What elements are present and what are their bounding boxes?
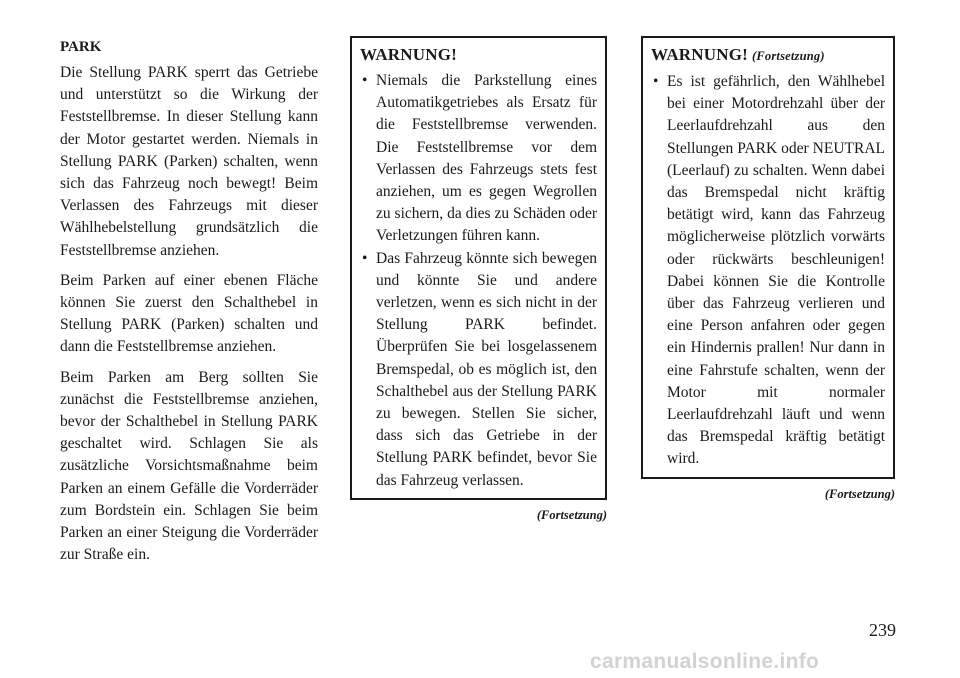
continued-label: (Fortsetzung)	[824, 486, 895, 501]
warning-list	[360, 70, 597, 492]
bullet-icon: •	[362, 249, 368, 267]
warning-bullet	[360, 70, 597, 248]
warning-title-text: WARNUNG!	[651, 45, 748, 64]
paragraph: Beim Parken auf einer ebenen Fläche können Sie zuerst den Schalthebel in Stellung PARK (Parken) schalten und dann die Feststellbremse anziehen.	[60, 271, 318, 356]
warning-bullet-text: Das Fahrzeug könnte sich bewegen und könnte Sie und andere verletzen, wenn es sich nicht in der Stellung PARK befindet. Überprüfen Sie bei losgelassenem Bremspedal, ob es möglich ist, den Schalthebel aus der Stellung PARK zu bewegen. Stellen Sie sicher, dass sich das Getriebe in der Stellung PARK befindet, bevor Sie das Fahrzeug verlassen.	[376, 249, 597, 489]
column-warning	[350, 36, 607, 523]
warning-box	[350, 36, 607, 500]
bullet-icon: •	[653, 73, 659, 90]
warning-title	[651, 44, 885, 67]
section-heading-park: PARK	[60, 39, 102, 55]
watermark: carmanualsonline.info	[590, 650, 820, 673]
warning-title: WARNUNG!	[360, 45, 457, 64]
page-number: 239	[869, 620, 896, 640]
warning-bullet	[360, 248, 597, 492]
paragraph: Beim Parken am Berg sollten Sie zunächst die Feststellbremse anziehen, bevor der Schalthebel in Stellung PARK geschaltet wird. Schlagen Sie als zusätzliche Vorsichtsmaßnahme beim Parken an einem Gefälle die Vorderräder zum Bordstein ein. Schlagen Sie beim Parken an einer Steigung die Vorderräder zur Straße ein.	[60, 368, 318, 564]
warning-subtitle: (Fortsetzung)	[751, 49, 825, 63]
column-park	[60, 36, 318, 574]
warning-bullet	[651, 71, 885, 471]
warning-list	[651, 71, 885, 471]
warning-box	[641, 36, 895, 479]
continued-label: (Fortsetzung)	[536, 507, 607, 522]
warning-bullet-text: Es ist gefährlich, den Wählhebel bei einer Motordrehzahl über der Leerlaufdrehzahl aus den Stellungen PARK oder NEUTRAL (Leerlauf) zu schalten. Wenn dabei das Bremspedal nicht kräftig betätigt wird, kann das Fahrzeug möglicherweise plötzlich vorwärts oder rückwärts beschleunigen! Dabei können Sie die Kontrolle über das Fahrzeug verlieren und eine Person anfahren oder gegen ein Hindernis prallen! Nur dann in eine Fahrstufe schalten, wenn der Motor mit normaler Leerlaufdrehzahl läuft und wenn das Bremspedal kräftig betätigt wird.	[667, 73, 885, 468]
paragraph: Die Stellung PARK sperrt das Getriebe und unterstützt so die Wirkung der Feststellbremse. In dieser Stellung kann der Motor gestartet werden. Niemals in Stellung PARK (Parken) schalten, wenn sich das Fahrzeug noch bewegt! Beim Verlassen des Fahrzeugs mit dieser Wählhebelstellung grundsätzlich die Feststellbremse anziehen.	[60, 64, 318, 259]
column-warning-continued	[641, 36, 895, 502]
bullet-icon: •	[362, 72, 368, 89]
warning-bullet-text: Niemals die Parkstellung eines Automatikgetriebes als Ersatz für die Feststellbremse verwenden. Die Feststellbremse vor dem Verlassen des Fahrzeugs stets fest anziehen, um es gegen Wegrollen zu sichern, da dies zu Schäden oder Verletzungen führen kann.	[376, 72, 597, 245]
